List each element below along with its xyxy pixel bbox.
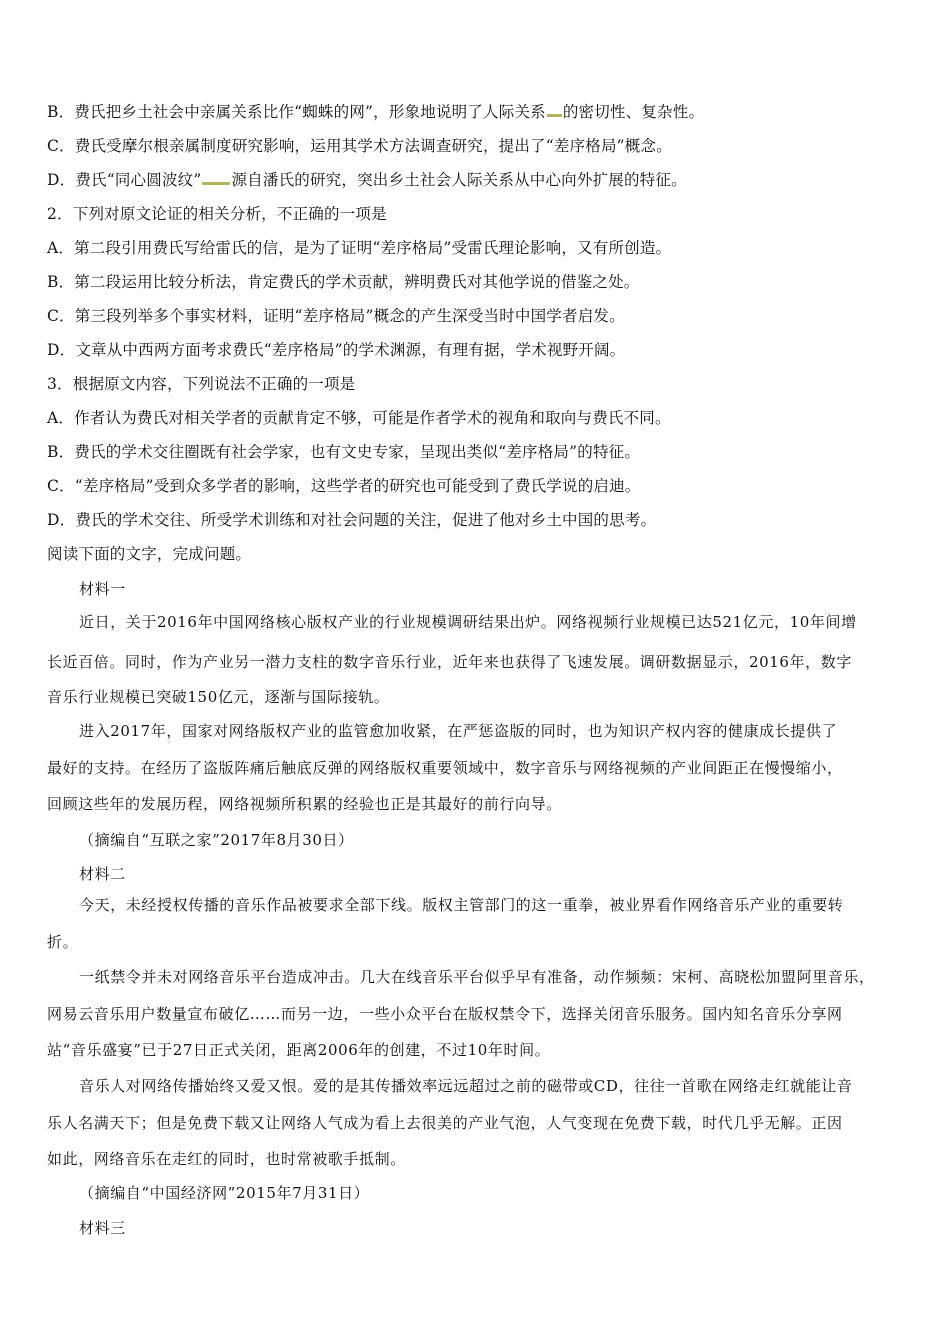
material-2-line: 站“音乐盛宴”已于27日正式关闭，距离2006年的创建，不过10年时间。 (47, 1041, 551, 1059)
q1-option-d-text-a: D．费氏“同心圆波纹” (47, 171, 202, 189)
q3-stem: 3．根据原文内容，下列说法不正确的一项是 (47, 375, 356, 393)
highlight-mark (547, 114, 562, 117)
material-2-line: 乐人名满天下；但是免费下载又让网络人气成为看上去很美的产业气泡，人气变现在免费下载，时代几乎无解。正因 (47, 1114, 843, 1132)
material-2-line: 一纸禁令并未对网络音乐平台造成冲击。几大在线音乐平台似乎早有准备，动作频频：宋柯、高晓松加盟阿里音乐， (79, 968, 875, 986)
q2-option-d: D．文章从中西两方面考求费氏“差序格局”的学术渊源，有理有据，学术视野开阔。 (47, 341, 626, 359)
material-2-line: 音乐人对网络传播始终又爱又恨。爱的是其传播效率远远超过之前的磁带或CD，往往一首歌在网络走红就能让音 (79, 1077, 853, 1095)
material-1-line: 长近百倍。同时，作为产业另一潜力支柱的数字音乐行业，近年来也获得了飞速发展。调研数据显示，2016年，数字 (47, 653, 852, 671)
q1-option-d-text-b: 源自潘氏的研究，突出乡土社会人际关系从中心向外扩展的特征。 (231, 171, 687, 189)
q2-option-c: C．第三段列举多个事实材料，证明“差序格局”概念的产生深受当时中国学者启发。 (47, 307, 625, 325)
q3-option-a: A．作者认为费氏对相关学者的贡献肯定不够，可能是作者学术的视角和取向与费氏不同。 (47, 409, 671, 427)
highlight-mark (202, 182, 230, 185)
material-2-line: 今天，未经授权传播的音乐作品被要求全部下线。版权主管部门的这一重拳，被业界看作网络音乐产业的重要转 (79, 896, 844, 914)
reading-instruction: 阅读下面的文字，完成问题。 (47, 545, 252, 563)
q1-option-c: C．费氏受摩尔根亲属制度研究影响，运用其学术方法调查研究，提出了“差序格局”概念。 (47, 137, 672, 155)
material-2-line: 折。 (47, 933, 79, 951)
q2-stem: 2．下列对原文论证的相关分析，不正确的一项是 (47, 205, 387, 223)
material-2-line: 如此，网络音乐在走红的同时，也时常被歌手抵制。 (47, 1150, 406, 1168)
material-1-title: 材料一 (79, 580, 126, 598)
material-3-title: 材料三 (79, 1219, 126, 1237)
material-1-line: 最好的支持。在经历了盗版阵痛后触底反弹的网络版权重要领域中，数字音乐与网络视频的产业间距正在慢慢缩小， (47, 759, 843, 777)
material-1-line: 回顾这些年的发展历程，网络视频所积累的经验也正是其最好的前行向导。 (47, 795, 562, 813)
material-2-title: 材料二 (79, 865, 126, 883)
q1-option-b-text-a: B．费氏把乡土社会中亲属关系比作“蜘蛛的网”，形象地说明了人际关系 (47, 103, 546, 121)
material-1-line: 音乐行业规模已突破150亿元，逐渐与国际接轨。 (47, 688, 390, 706)
material-1-line: 近日，关于2016年中国网络核心版权产业的行业规模调研结果出炉。网络视频行业规模已达521亿元，10年间增 (79, 613, 857, 631)
q3-option-b: B．费氏的学术交往圈既有社会学家，也有文史专家，呈现出类似“差序格局”的特征。 (47, 443, 641, 461)
q3-option-c: C．“差序格局”受到众多学者的影响，这些学者的研究也可能受到了费氏学说的启迪。 (47, 477, 641, 495)
q1-option-b (47, 101, 704, 123)
material-2-line: 网易云音乐用户数量宣布破亿……而另一边，一些小众平台在版权禁令下，选择关闭音乐服务。国内知名音乐分享网 (47, 1005, 843, 1023)
material-1-source: （摘编自“互联之家”2017年8月30日） (79, 831, 354, 849)
q1-option-b-text-b: 的密切性、复杂性。 (562, 103, 705, 121)
q2-option-b: B．第二段运用比较分析法，肯定费氏的学术贡献，辨明费氏对其他学说的借鉴之处。 (47, 273, 640, 291)
q1-option-d (47, 169, 687, 191)
material-1-line: 进入2017年，国家对网络版权产业的监管愈加收紧，在严惩盗版的同时，也为知识产权内容的健康成长提供了 (79, 722, 838, 740)
material-2-source: （摘编自“中国经济网”2015年7月31日） (79, 1184, 370, 1202)
q3-option-d: D．费氏的学术交往、所受学术训练和对社会问题的关注，促进了他对乡土中国的思考。 (47, 511, 657, 529)
q2-option-a: A．第二段引用费氏写给雷氏的信，是为了证明“差序格局”受雷氏理论影响，又有所创造。 (47, 239, 672, 257)
